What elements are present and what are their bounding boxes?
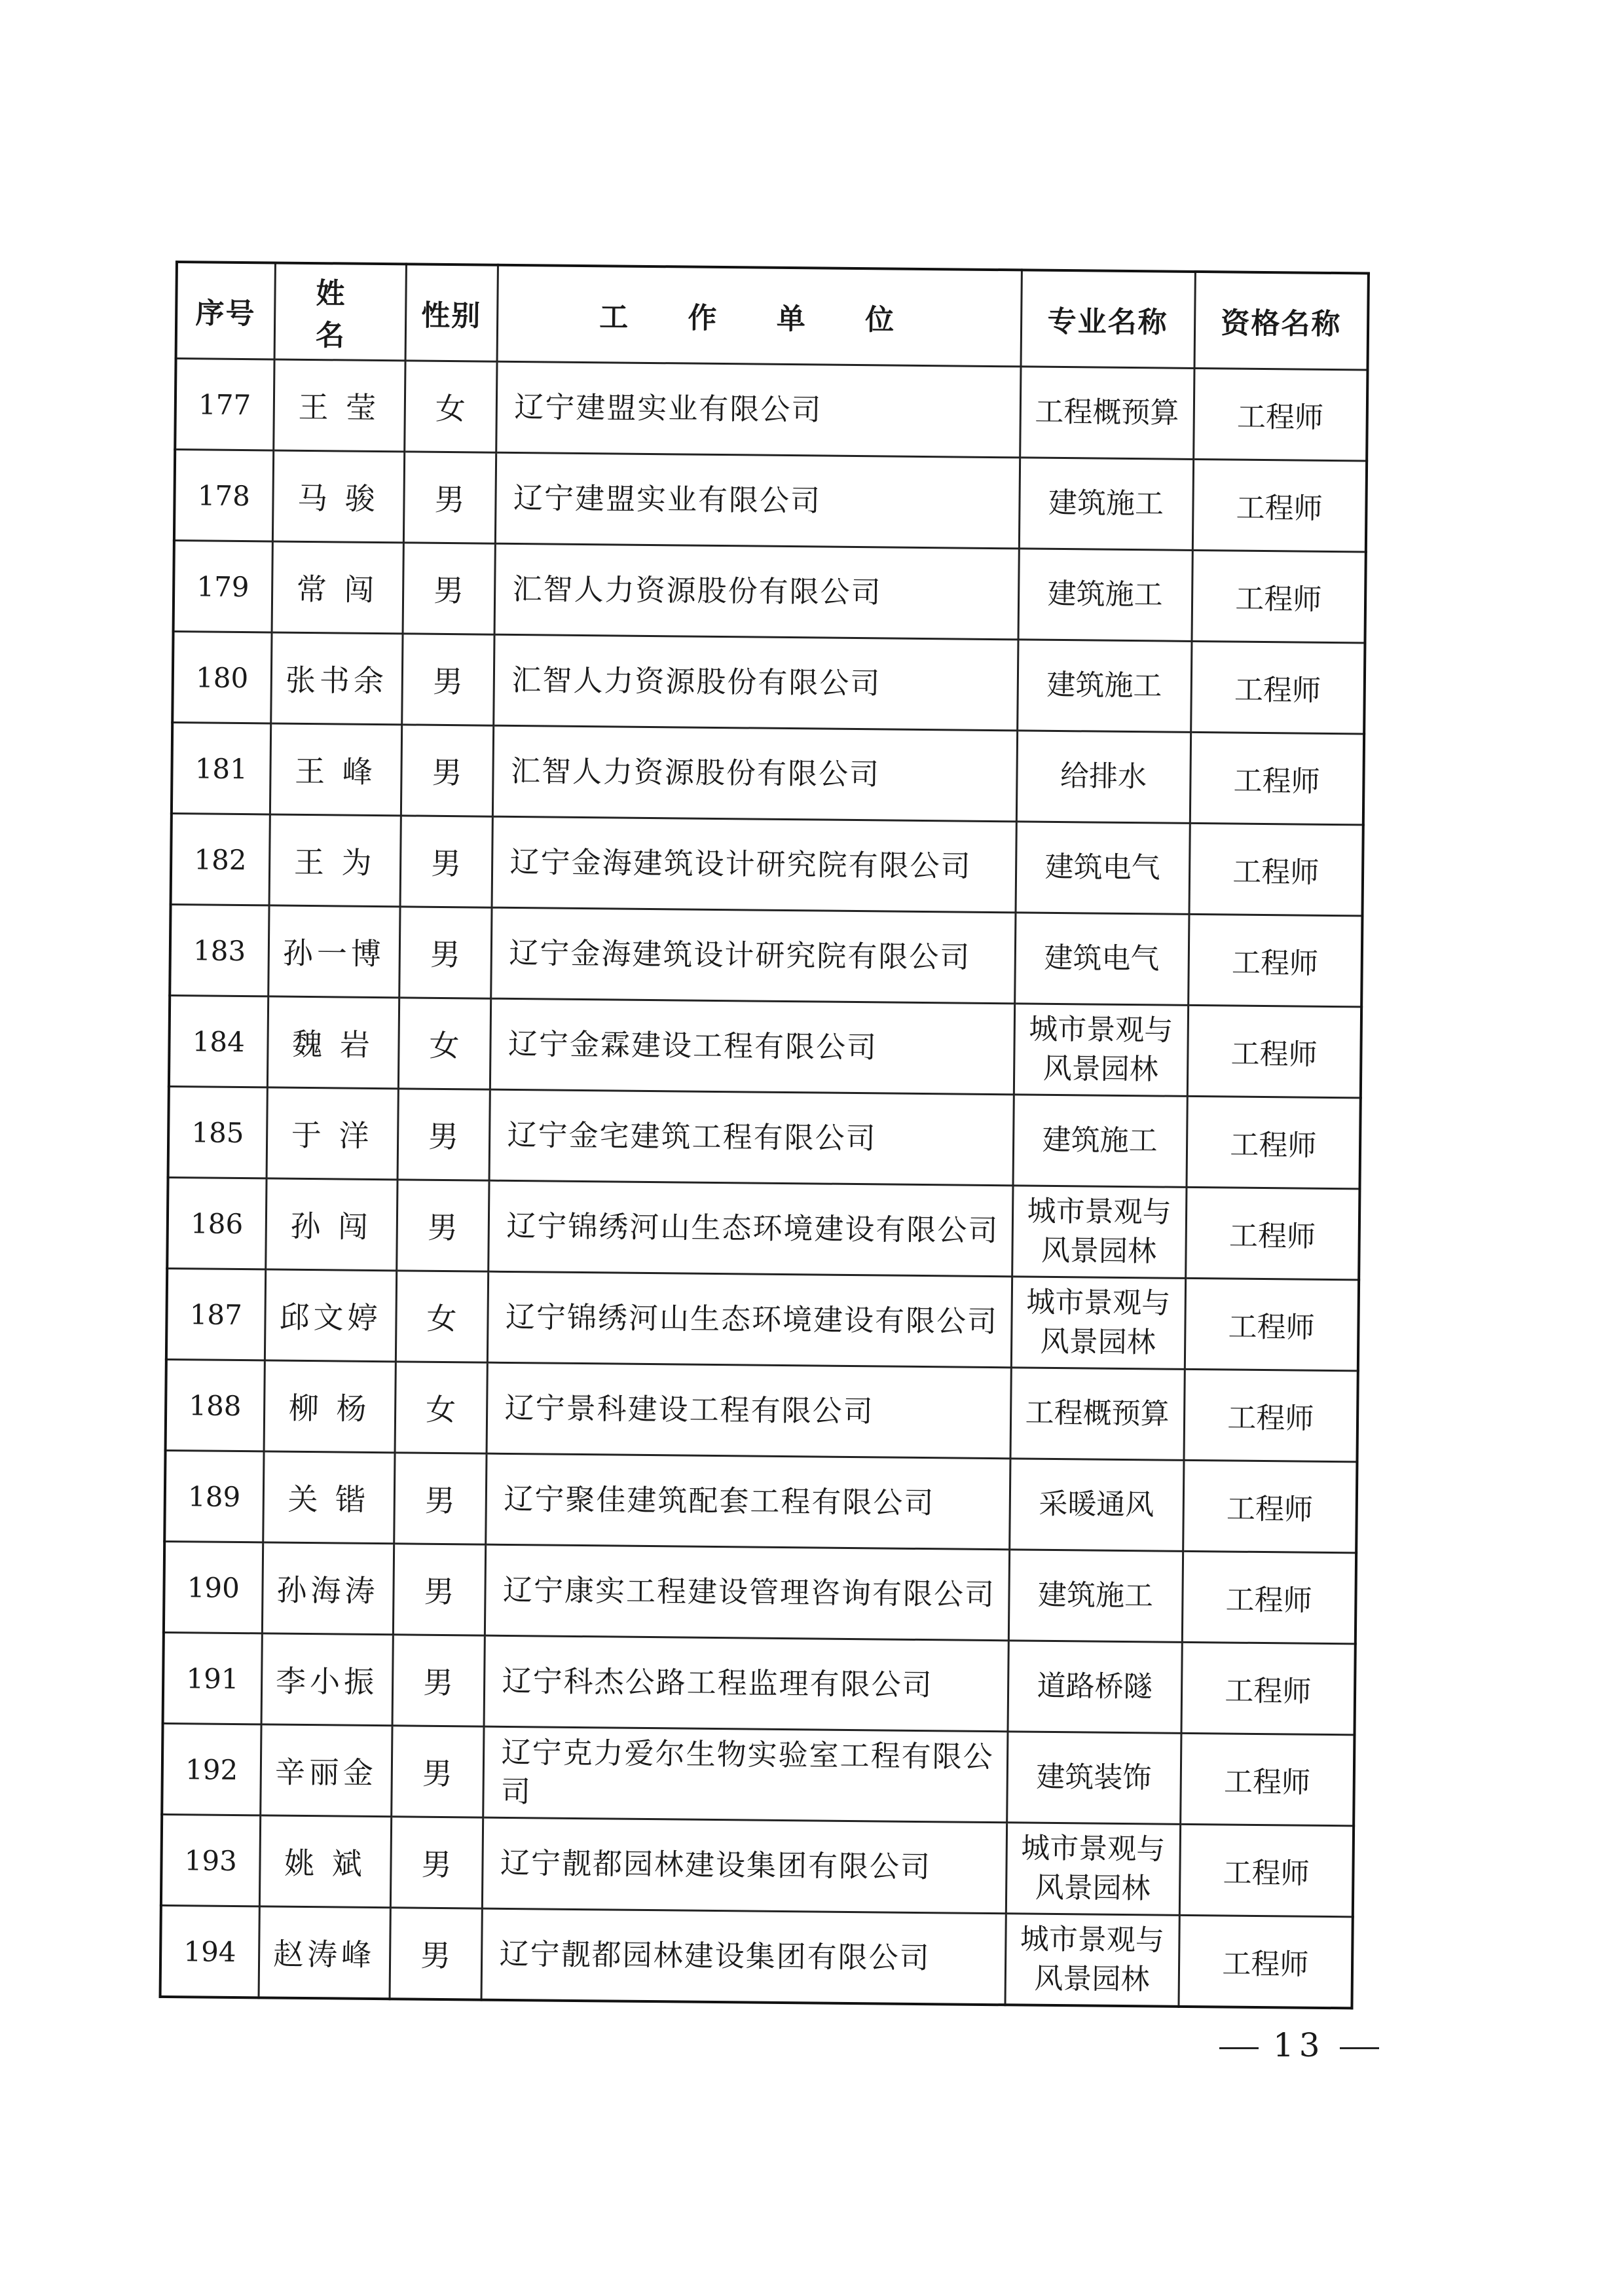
cell-unit: 汇智人力资源股份有限公司 xyxy=(493,634,1018,731)
cell-major: 建筑施工 xyxy=(1012,1095,1187,1188)
cell-sex: 女 xyxy=(404,361,496,452)
cell-name: 马 骏 xyxy=(272,450,404,543)
cell-sex: 男 xyxy=(399,907,491,998)
cell-qualification: 工程师 xyxy=(1182,1551,1356,1644)
cell-major: 城市景观与风景园林 xyxy=(1011,1277,1185,1370)
cell-name: 于 洋 xyxy=(267,1087,398,1180)
cell-qualification: 工程师 xyxy=(1187,1005,1361,1098)
cell-unit: 辽宁金霖建设工程有限公司 xyxy=(490,998,1014,1095)
cell-seq: 186 xyxy=(167,1177,266,1269)
cell-unit: 汇智人力资源股份有限公司 xyxy=(494,543,1019,640)
page-number: 13 xyxy=(1273,2026,1325,2064)
cell-qualification: 工程师 xyxy=(1183,1369,1357,1462)
cell-seq: 180 xyxy=(172,631,271,723)
cell-sex: 男 xyxy=(400,816,492,907)
cell-major: 建筑施工 xyxy=(1019,458,1193,551)
cell-qualification: 工程师 xyxy=(1186,1096,1360,1189)
cell-seq: 181 xyxy=(172,722,270,814)
cell-sex: 男 xyxy=(392,1635,485,1726)
cell-seq: 192 xyxy=(162,1723,261,1815)
cell-unit: 辽宁锦绣河山生态环境建设有限公司 xyxy=(487,1271,1012,1368)
table-row xyxy=(169,995,1361,1097)
cell-sex: 男 xyxy=(391,1726,483,1817)
cell-major: 建筑装饰 xyxy=(1006,1732,1181,1825)
cell-sex: 男 xyxy=(401,725,493,816)
cell-unit: 辽宁建盟实业有限公司 xyxy=(495,452,1020,549)
cell-major: 给排水 xyxy=(1016,731,1190,824)
cell-qualification: 工程师 xyxy=(1189,823,1363,916)
cell-qualification: 工程师 xyxy=(1190,641,1365,734)
cell-seq: 189 xyxy=(164,1450,263,1542)
table-row xyxy=(172,631,1365,733)
cell-sex: 男 xyxy=(401,634,494,725)
cell-name: 魏 岩 xyxy=(267,996,399,1089)
cell-major: 建筑施工 xyxy=(1018,549,1192,642)
cell-name: 常 闯 xyxy=(272,541,403,634)
cell-name: 张书余 xyxy=(270,632,402,725)
cell-unit: 辽宁科杰公路工程监理有限公司 xyxy=(484,1635,1008,1732)
cell-unit: 辽宁靓都园林建设集团有限公司 xyxy=(481,1908,1006,2005)
table-row xyxy=(164,1450,1357,1552)
table-row xyxy=(171,813,1363,915)
table-row xyxy=(160,1905,1353,2008)
table-row xyxy=(166,1359,1358,1461)
cell-seq: 185 xyxy=(168,1086,267,1178)
cell-seq: 188 xyxy=(166,1359,265,1451)
cell-qualification: 工程师 xyxy=(1192,459,1367,552)
cell-qualification: 工程师 xyxy=(1185,1187,1359,1280)
cell-qualification: 工程师 xyxy=(1191,550,1365,643)
table-row xyxy=(162,1723,1354,1825)
cell-unit: 汇智人力资源股份有限公司 xyxy=(492,725,1017,822)
cell-sex: 男 xyxy=(394,1453,486,1544)
cell-name: 辛丽金 xyxy=(260,1724,392,1817)
table-row xyxy=(174,450,1367,552)
table-row xyxy=(170,904,1362,1006)
cell-name: 关 锴 xyxy=(263,1451,394,1544)
cell-major: 建筑电气 xyxy=(1014,913,1189,1006)
cell-sex: 女 xyxy=(396,1271,488,1362)
cell-qualification: 工程师 xyxy=(1190,732,1364,825)
cell-sex: 男 xyxy=(403,452,496,543)
cell-seq: 184 xyxy=(169,995,268,1087)
cell-unit: 辽宁聚佳建筑配套工程有限公司 xyxy=(485,1453,1010,1550)
cell-qualification: 工程师 xyxy=(1180,1733,1354,1826)
header-sex: 性别 xyxy=(405,264,498,361)
cell-unit: 辽宁锦绣河山生态环境建设有限公司 xyxy=(488,1180,1012,1277)
roster-table-wrapper xyxy=(159,261,1367,2009)
cell-major: 采暖通风 xyxy=(1009,1459,1183,1552)
footer-dash-left xyxy=(1219,2047,1259,2049)
cell-name: 孙一博 xyxy=(268,905,399,998)
cell-seq: 190 xyxy=(164,1541,263,1633)
table-row xyxy=(164,1541,1356,1643)
header-unit: 工 作 单 位 xyxy=(497,265,1022,367)
cell-qualification: 工程师 xyxy=(1193,368,1367,461)
header-major: 专业名称 xyxy=(1021,270,1195,368)
cell-name: 孙 闯 xyxy=(265,1178,397,1271)
cell-name: 孙海涛 xyxy=(262,1542,394,1635)
cell-seq: 183 xyxy=(170,904,268,996)
cell-unit: 辽宁金海建筑设计研究院有限公司 xyxy=(490,907,1015,1004)
cell-sex: 男 xyxy=(393,1544,485,1635)
cell-sex: 男 xyxy=(396,1180,489,1271)
table-row xyxy=(166,1268,1359,1370)
cell-sex: 男 xyxy=(390,1817,483,1908)
table-row xyxy=(161,1814,1354,1916)
cell-sex: 女 xyxy=(395,1362,487,1453)
cell-unit: 辽宁克力爱尔生物实验室工程有限公司 xyxy=(483,1726,1007,1823)
cell-name: 王 为 xyxy=(269,814,401,907)
cell-qualification: 工程师 xyxy=(1179,1824,1354,1917)
cell-major: 建筑施工 xyxy=(1008,1550,1183,1643)
cell-major: 建筑电气 xyxy=(1015,822,1189,915)
cell-sex: 男 xyxy=(403,543,495,634)
cell-unit: 辽宁景科建设工程有限公司 xyxy=(487,1362,1011,1459)
table-row xyxy=(163,1632,1356,1734)
cell-name: 柳 杨 xyxy=(264,1360,396,1453)
cell-qualification: 工程师 xyxy=(1188,914,1362,1007)
cell-unit: 辽宁金海建筑设计研究院有限公司 xyxy=(492,816,1016,913)
cell-seq: 193 xyxy=(161,1814,260,1906)
cell-name: 李小振 xyxy=(261,1633,393,1726)
cell-major: 道路桥隧 xyxy=(1007,1641,1181,1734)
table-row xyxy=(175,359,1367,461)
cell-qualification: 工程师 xyxy=(1185,1278,1359,1371)
cell-major: 工程概预算 xyxy=(1010,1368,1184,1461)
cell-seq: 179 xyxy=(174,540,272,632)
page-footer xyxy=(1205,2026,1393,2064)
cell-name: 王 莹 xyxy=(273,359,405,452)
cell-name: 邱文婷 xyxy=(265,1269,396,1362)
cell-qualification: 工程师 xyxy=(1181,1642,1355,1735)
cell-major: 工程概预算 xyxy=(1020,367,1194,460)
table-header-row xyxy=(176,262,1369,370)
cell-major: 城市景观与风景园林 xyxy=(1005,1914,1179,2007)
table-body xyxy=(160,359,1368,2009)
cell-name: 王 峰 xyxy=(270,723,401,816)
cell-name: 姚 斌 xyxy=(259,1815,391,1908)
cell-unit: 辽宁建盟实业有限公司 xyxy=(496,361,1020,458)
cell-major: 建筑施工 xyxy=(1017,640,1191,733)
header-name: 姓 名 xyxy=(274,263,406,360)
cell-qualification: 工程师 xyxy=(1183,1460,1357,1553)
cell-sex: 女 xyxy=(398,998,490,1089)
cell-seq: 177 xyxy=(175,359,274,450)
table-row xyxy=(167,1177,1359,1279)
cell-name: 赵涛峰 xyxy=(259,1906,390,1999)
cell-major: 城市景观与风景园林 xyxy=(1014,1004,1188,1097)
table-row xyxy=(172,722,1364,824)
table-row xyxy=(168,1086,1361,1188)
cell-seq: 191 xyxy=(163,1632,262,1724)
cell-seq: 194 xyxy=(160,1905,259,1997)
cell-sex: 男 xyxy=(397,1089,490,1180)
cell-seq: 187 xyxy=(166,1268,265,1360)
cell-unit: 辽宁金宅建筑工程有限公司 xyxy=(489,1089,1014,1186)
footer-dash-right xyxy=(1340,2047,1379,2049)
cell-seq: 178 xyxy=(174,450,273,541)
cell-major: 城市景观与风景园林 xyxy=(1012,1186,1186,1279)
cell-seq: 182 xyxy=(171,813,270,905)
header-qualification: 资格名称 xyxy=(1194,272,1368,370)
cell-unit: 辽宁靓都园林建设集团有限公司 xyxy=(482,1817,1006,1914)
cell-qualification: 工程师 xyxy=(1178,1915,1352,2008)
cell-major: 城市景观与风景园林 xyxy=(1006,1823,1180,1916)
cell-unit: 辽宁康实工程建设管理咨询有限公司 xyxy=(485,1544,1009,1641)
cell-sex: 男 xyxy=(390,1908,482,2000)
table-row xyxy=(174,540,1366,642)
roster-table xyxy=(159,261,1370,2009)
header-seq: 序号 xyxy=(176,262,275,359)
